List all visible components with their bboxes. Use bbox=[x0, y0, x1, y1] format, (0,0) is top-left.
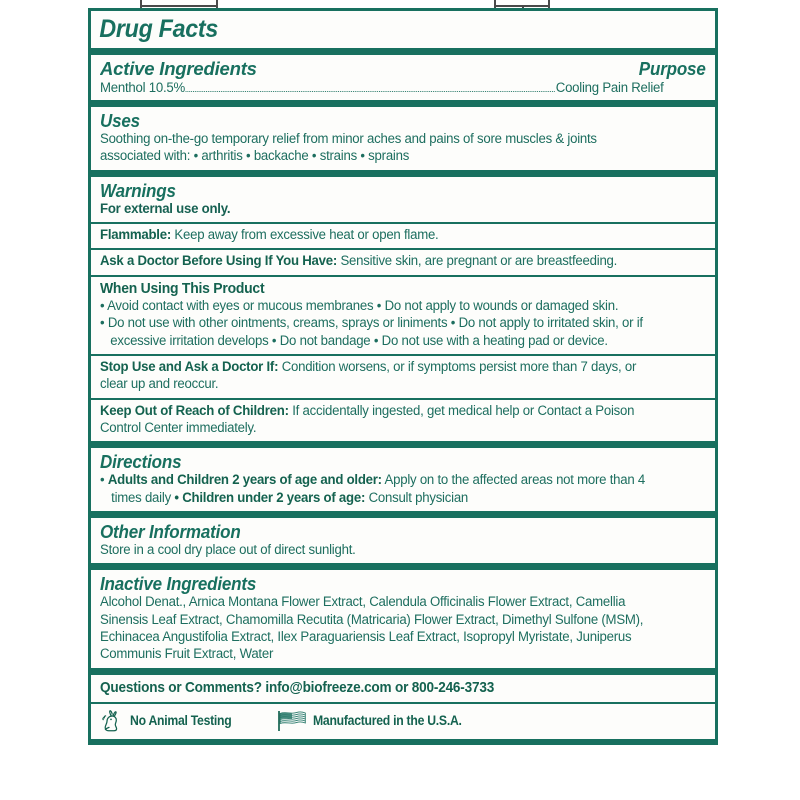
directions-children-label: Children under 2 years of age: bbox=[182, 489, 366, 506]
section-inactive-ingredients bbox=[91, 570, 715, 667]
directions-adults-text: Apply on to the affected areas not more than 4 times daily bbox=[111, 472, 646, 506]
flammable-text: Keep away from excessive heat or open flame. bbox=[170, 227, 439, 244]
drug-facts-panel bbox=[88, 8, 718, 745]
uses-line-1: Soothing on-the-go temporary relief from minor aches and pains of sore muscles & joints bbox=[100, 131, 597, 148]
active-ingredient-purpose: Cooling Pain Relief bbox=[555, 80, 664, 96]
section-contact bbox=[91, 675, 715, 702]
us-flag-icon bbox=[277, 710, 307, 732]
section-uses bbox=[91, 107, 715, 170]
uses-heading: Uses bbox=[100, 110, 140, 131]
subsection-ask-a-doctor bbox=[91, 250, 715, 274]
badge-label: Manufactured in the U.S.A. bbox=[312, 713, 462, 729]
inactive-ingredients-heading: Inactive Ingredients bbox=[100, 573, 257, 595]
warnings-external-use: For external use only. bbox=[100, 200, 231, 217]
active-ingredient-row bbox=[100, 80, 664, 96]
divider-thick bbox=[91, 170, 715, 177]
subsection-when-using-this-product bbox=[91, 277, 715, 354]
divider-thick bbox=[91, 48, 715, 55]
directions-adults-label: Adults and Children 2 years of age and older: bbox=[107, 472, 382, 489]
section-other-information bbox=[91, 518, 715, 563]
ask-doctor-text: Sensitive skin, are pregnant or are breastfeeding. bbox=[337, 253, 618, 270]
badge-no-animal-testing bbox=[100, 709, 243, 733]
divider-thick bbox=[91, 511, 715, 518]
when-using-bullet-2: • Do not use with other ointments, creams, sprays or liniments • Do not apply to irritated skin, or if excessive irritation develops • Do not bandage • Do not use with a heating pad or device. bbox=[100, 315, 643, 349]
divider-thick bbox=[91, 563, 715, 570]
uses-line-2: associated with: • arthritis • backache • strains • sprains bbox=[100, 148, 410, 165]
when-using-heading: When Using This Product bbox=[100, 279, 265, 297]
active-ingredient-name: Menthol 10.5% bbox=[100, 80, 186, 96]
stop-use-label: Stop Use and Ask a Doctor If: bbox=[100, 358, 279, 375]
directions-heading: Directions bbox=[100, 451, 182, 473]
keep-out-label: Keep Out of Reach of Children: bbox=[100, 402, 289, 419]
ask-doctor-label: Ask a Doctor Before Using If You Have: bbox=[100, 253, 338, 270]
page-title: Drug Facts bbox=[99, 15, 219, 43]
keep-out-text: If accidentally ingested, get medical help or Contact a Poison Control Center immediately. bbox=[100, 402, 635, 436]
directions-children-bullet: • bbox=[174, 489, 183, 506]
flammable-label: Flammable: bbox=[100, 227, 171, 244]
warnings-heading: Warnings bbox=[100, 179, 176, 201]
purpose-heading: Purpose bbox=[639, 58, 706, 79]
dotted-leader bbox=[186, 91, 555, 92]
section-active-ingredients bbox=[91, 55, 715, 100]
subsection-flammable bbox=[91, 224, 715, 248]
when-using-bullet-1: • Avoid contact with eyes or mucous membranes • Do not apply to wounds or damaged skin. bbox=[100, 298, 619, 315]
section-directions bbox=[91, 448, 715, 511]
contact-line[interactable]: Questions or Comments? info@biofreeze.com or 800-246-3733 bbox=[100, 679, 495, 696]
divider-thick bbox=[91, 441, 715, 448]
directions-children-text: Consult physician bbox=[365, 489, 469, 506]
bunny-icon bbox=[100, 709, 124, 733]
badge-label: No Animal Testing bbox=[130, 713, 232, 729]
other-information-text: Store in a cool dry place out of direct sunlight. bbox=[100, 541, 356, 558]
badge-manufactured-in-usa bbox=[277, 710, 478, 732]
subsection-stop-use bbox=[91, 356, 715, 398]
subsection-keep-out-of-reach bbox=[91, 400, 715, 442]
section-warnings bbox=[91, 177, 715, 222]
directions-bullet-marker: • bbox=[100, 472, 108, 489]
inactive-ingredients-text: Alcohol Denat., Arnica Montana Flower Extract, Calendula Officinalis Flower Extract, Camellia Sinensis Leaf Extract, Chamomilla Recutita (Matricaria) Flower Extract, Dimethyl Sulfone (MSM), Echinacea Angustifolia Extract, Ilex Paraguariensis Leaf Extract, Isopropyl Myristate, Juniperus Communis Fruit Extract, Water bbox=[100, 594, 644, 663]
active-ingredients-heading: Active Ingredients bbox=[100, 58, 257, 79]
divider-thick bbox=[91, 668, 715, 675]
divider-thick bbox=[91, 100, 715, 107]
section-badges bbox=[91, 704, 715, 739]
other-information-heading: Other Information bbox=[100, 520, 241, 542]
stop-use-text: Condition worsens, or if symptoms persist more than 7 days, or clear up and reoccur. bbox=[100, 358, 637, 393]
